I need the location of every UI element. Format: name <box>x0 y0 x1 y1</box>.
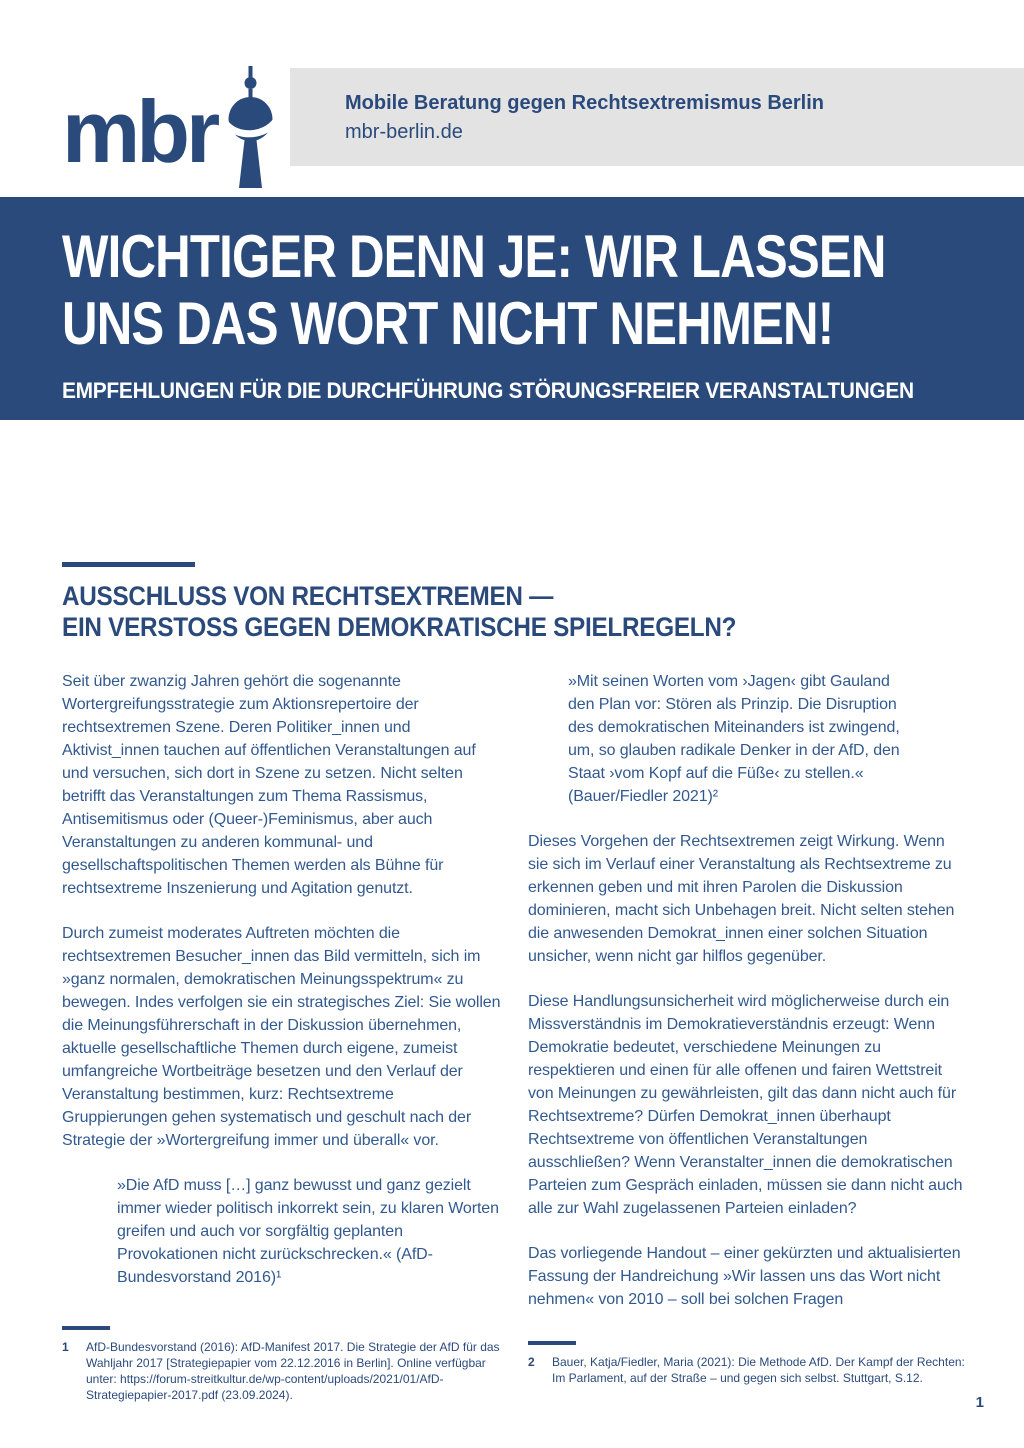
footnote-number: 2 <box>528 1355 535 1369</box>
footnote-1 <box>62 1326 517 1403</box>
footnote-rule <box>62 1326 110 1330</box>
section-heading-block <box>62 562 811 643</box>
title-banner <box>0 197 1024 420</box>
paragraph: Das vorliegende Handout – einer gekürzten und aktualisierten Fassung der Handreichung »Wir lassen uns das Wort nicht nehmen« von 2010 – soll bei solchen Fragen <box>528 1245 961 1308</box>
footnote-rule <box>528 1341 576 1345</box>
footnote-number: 1 <box>62 1340 69 1354</box>
footnote-text: Bauer, Katja/Fiedler, Maria (2021): Die Methode AfD. Der Kampf der Rechten: Im Parlament, auf der Straße – und gegen sich selbst. Stuttgart, S.12. <box>552 1355 965 1385</box>
blockquote-afd-bundesvorstand: »Die AfD muss […] ganz bewusst und ganz gezielt immer wieder politisch inkorrekt sein, zu klaren Worten greifen und auch vor sorgfältig geplanten Provokationen nicht zurückschrecken.« (AfD-Bundesvorstand 2016)¹ <box>117 1177 499 1286</box>
org-info-box <box>290 68 1024 166</box>
paragraph: Diese Handlungsunsicherheit wird möglicherweise durch ein Missverständnis im Demokratieverständnis erzeugt: Wenn Demokratie bedeutet, verschiedene Meinungen zu respektieren und einen für alle offenen und fairen Wettstreit von Meinungen zu gewährleisten, gilt das dann nicht auch für Rechtsextreme? Dürfen Demokrat_innen überhaupt Rechtsextreme von öffentlichen Veranstaltungen ausschließen? Wenn Veranstalter_innen die demokratischen Parteien zum Gespräch einladen, müssen sie dann nicht auch alle zur Wahl zugelassenen Parteien einladen? <box>528 993 963 1217</box>
footnote-2 <box>528 1341 976 1386</box>
footnote-text: AfD-Bundesvorstand (2016): AfD-Manifest 2017. Die Strategie der AfD für das Wahljahr 2017 [Strategiepapier vom 22.12.2016 in Berlin]. Online verfügbar unter: https://forum-streitkultur.de/wp-content/uploads/2021/01/AfD-Strategiepapier-2017.pdf (23.09.2024). <box>86 1340 500 1402</box>
paragraph: Seit über zwanzig Jahren gehört die sogenannte Wortergreifungsstrategie zum Aktionsrepertoire der rechtsextremen Szene. Deren Politiker_innen und Aktivist_innen tauchen auf öffentlichen Veranstaltungen auf und versuchen, sich dort in Szene zu setzen. Nicht selten betrifft das Veranstaltungen zum Thema Rassismus, Antisemitismus oder (Queer-)Feminismus, aber auch Veranstaltungen zu anderen kommunal- und gesellschaftspolitischen Themen werden als Bühne für rechtsextreme Inszenierung und Agitation genutzt. <box>62 673 476 897</box>
section-rule <box>62 562 195 567</box>
left-column <box>62 670 502 1333</box>
org-url: mbr-berlin.de <box>345 121 463 143</box>
right-column <box>528 670 968 1333</box>
tv-tower-icon <box>222 66 280 192</box>
body-columns <box>62 670 968 1333</box>
page-number: 1 <box>975 1394 984 1411</box>
paragraph: Dieses Vorgehen der Rechtsextremen zeigt Wirkung. Wenn sie sich im Verlauf einer Veranstaltung als Rechtsextreme zu erkennen geben und mit ihren Parolen die Diskussion dominieren, macht sich Unbehagen breit. Nicht selten stehen die anwesenden Demokrat_innen einer solchen Situation unsicher, wenn nicht gar hilflos gegenüber. <box>528 833 955 965</box>
document-subtitle: EMPFEHLUNGEN FÜR DIE DURCHFÜHRUNG STÖRUNGSFREIER VERANSTALTUNGEN <box>62 378 914 403</box>
mbr-logo-wordmark: mbr <box>62 82 217 181</box>
mbr-logo <box>62 66 280 192</box>
section-heading-line2: EIN VERSTOSS GEGEN DEMOKRATISCHE SPIELREGELN? <box>62 612 737 642</box>
blockquote-bauer-fiedler: »Mit seinen Worten vom ›Jagen‹ gibt Gauland den Plan vor: Stören als Prinzip. Die Disruption des demokratischen Miteinanders ist zwingend, um, so glauben radikale Denker in der AfD, den Staat ›vom Kopf auf die Füße‹ zu stellen.« (Bauer/Fiedler 2021)² <box>568 673 900 805</box>
page-header <box>0 0 1024 197</box>
org-name: Mobile Beratung gegen Rechtsextremismus Berlin <box>345 92 825 114</box>
section-heading-line1: AUSSCHLUSS VON RECHTSEXTREMEN — <box>62 581 554 611</box>
document-title-line1: WICHTIGER DENN JE: WIR LASSEN <box>62 223 886 290</box>
paragraph: Durch zumeist moderates Auftreten möchten die rechtsextremen Besucher_innen das Bild vermitteln, sich im »ganz normalen, demokratischen Meinungsspektrum« zu bewegen. Indes verfolgen sie ein strategisches Ziel: Sie wollen die Meinungsführerschaft in der Diskussion übernehmen, aktuelle gesellschaftliche Themen durch eigene, zumeist umfangreiche Wortbeiträge besetzen und den Verlauf der Veranstaltung bestimmen, kurz: Rechtsextreme Gruppierungen gehen systematisch und geschult nach der Strategie der »Wortergreifung immer und überall« vor. <box>62 925 501 1149</box>
document-title-line2: UNS DAS WORT NICHT NEHMEN! <box>62 290 834 357</box>
